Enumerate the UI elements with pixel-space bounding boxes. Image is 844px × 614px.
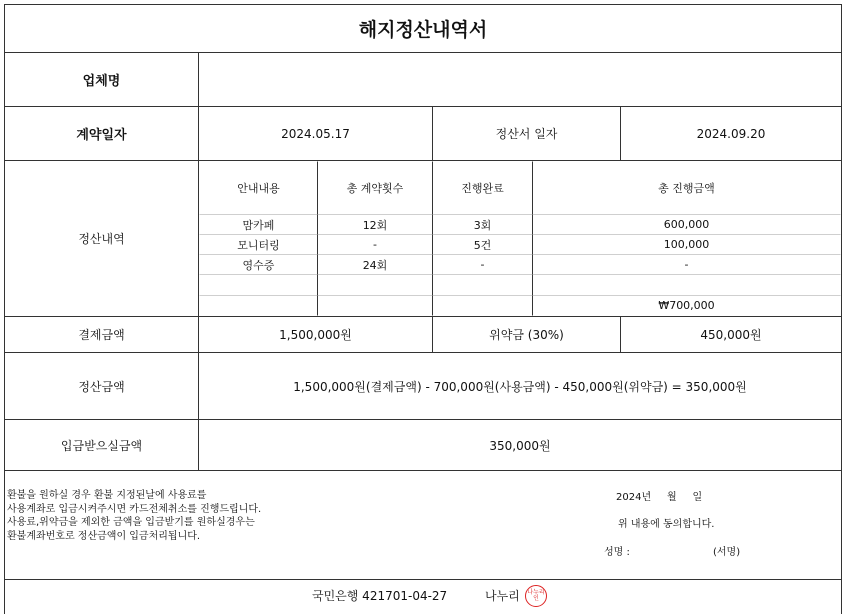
note-line: 사용료,위약금을 제외한 금액을 입금받기를 원하실경우는 (7, 517, 255, 528)
sign-suffix: (서명) (713, 547, 741, 558)
settle-amount-label: 정산금액 (4, 352, 199, 420)
refund-notes (7, 489, 427, 543)
company-seal-icon (525, 585, 547, 607)
table-cell (432, 295, 533, 316)
table-cell: 영수증 (199, 254, 318, 275)
table-cell: 5건 (432, 234, 533, 255)
note-line: 환불계좌번호로 정산금액이 입금처리됩니다. (7, 530, 201, 542)
table-cell: - (317, 234, 433, 255)
note-line: 사용계좌로 입금시켜주시면 카드전체취소를 진행드립니다. (7, 503, 262, 515)
table-cell (199, 274, 318, 296)
table-header-total-count: 총 계약횟수 (317, 161, 433, 215)
payment-amount: 1,500,000원 (198, 316, 433, 353)
settlement-label: 정산내역 (4, 160, 199, 317)
contract-date-value: 2024.05.17 (198, 106, 433, 161)
statement-date-label: 정산서 일자 (432, 106, 621, 161)
payment-label: 결제금액 (4, 316, 199, 353)
company-label: 업체명 (4, 52, 199, 107)
deposit-amount: 350,000원 (198, 419, 842, 471)
table-header-total-amount: 총 진행금액 (532, 161, 841, 215)
deposit-label: 입금받으실금액 (4, 419, 199, 471)
table-cell: 600,000 (532, 214, 841, 235)
document-title: 해지정산내역서 (4, 4, 842, 53)
company-sign: 나누리 (485, 589, 520, 603)
table-cell (532, 274, 841, 296)
table-header-item: 안내내용 (199, 161, 318, 215)
table-cell (317, 295, 433, 316)
table-cell: 12회 (317, 214, 433, 235)
table-cell: 모니터링 (199, 234, 318, 255)
table-cell (432, 274, 533, 296)
penalty-amount: 450,000원 (620, 316, 842, 353)
total-amount: ₩700,000 (658, 299, 715, 312)
sign-label: 성명 : (604, 547, 630, 558)
agree-text: 위 내용에 동의합니다. (618, 519, 715, 530)
bank-line: 국민은행 421701-04-27 (312, 589, 448, 603)
table-header-completed: 진행완료 (432, 161, 533, 215)
note-line: 환불을 원하실 경우 환불 지정된날에 사용료를 (7, 490, 207, 501)
table-cell: 맘카페 (199, 214, 318, 235)
penalty-label: 위약금 (30%) (432, 316, 621, 353)
table-cell (317, 274, 433, 296)
table-cell (199, 295, 318, 316)
settle-formula: 1,500,000원(결제금액) - 700,000원(사용금액) - 450,000원(위약금) = 350,000원 (198, 352, 842, 420)
company-value (198, 52, 842, 107)
table-cell: - (432, 254, 533, 275)
table-cell: 3회 (432, 214, 533, 235)
date-line: 2024년 월 일 (616, 492, 703, 503)
contract-date-label: 계약일자 (4, 106, 199, 161)
table-cell: 24회 (317, 254, 433, 275)
statement-date-value: 2024.09.20 (620, 106, 842, 161)
stamp-text: 나누리인 (527, 589, 545, 602)
table-cell: - (532, 254, 841, 275)
table-cell: 100,000 (532, 234, 841, 255)
